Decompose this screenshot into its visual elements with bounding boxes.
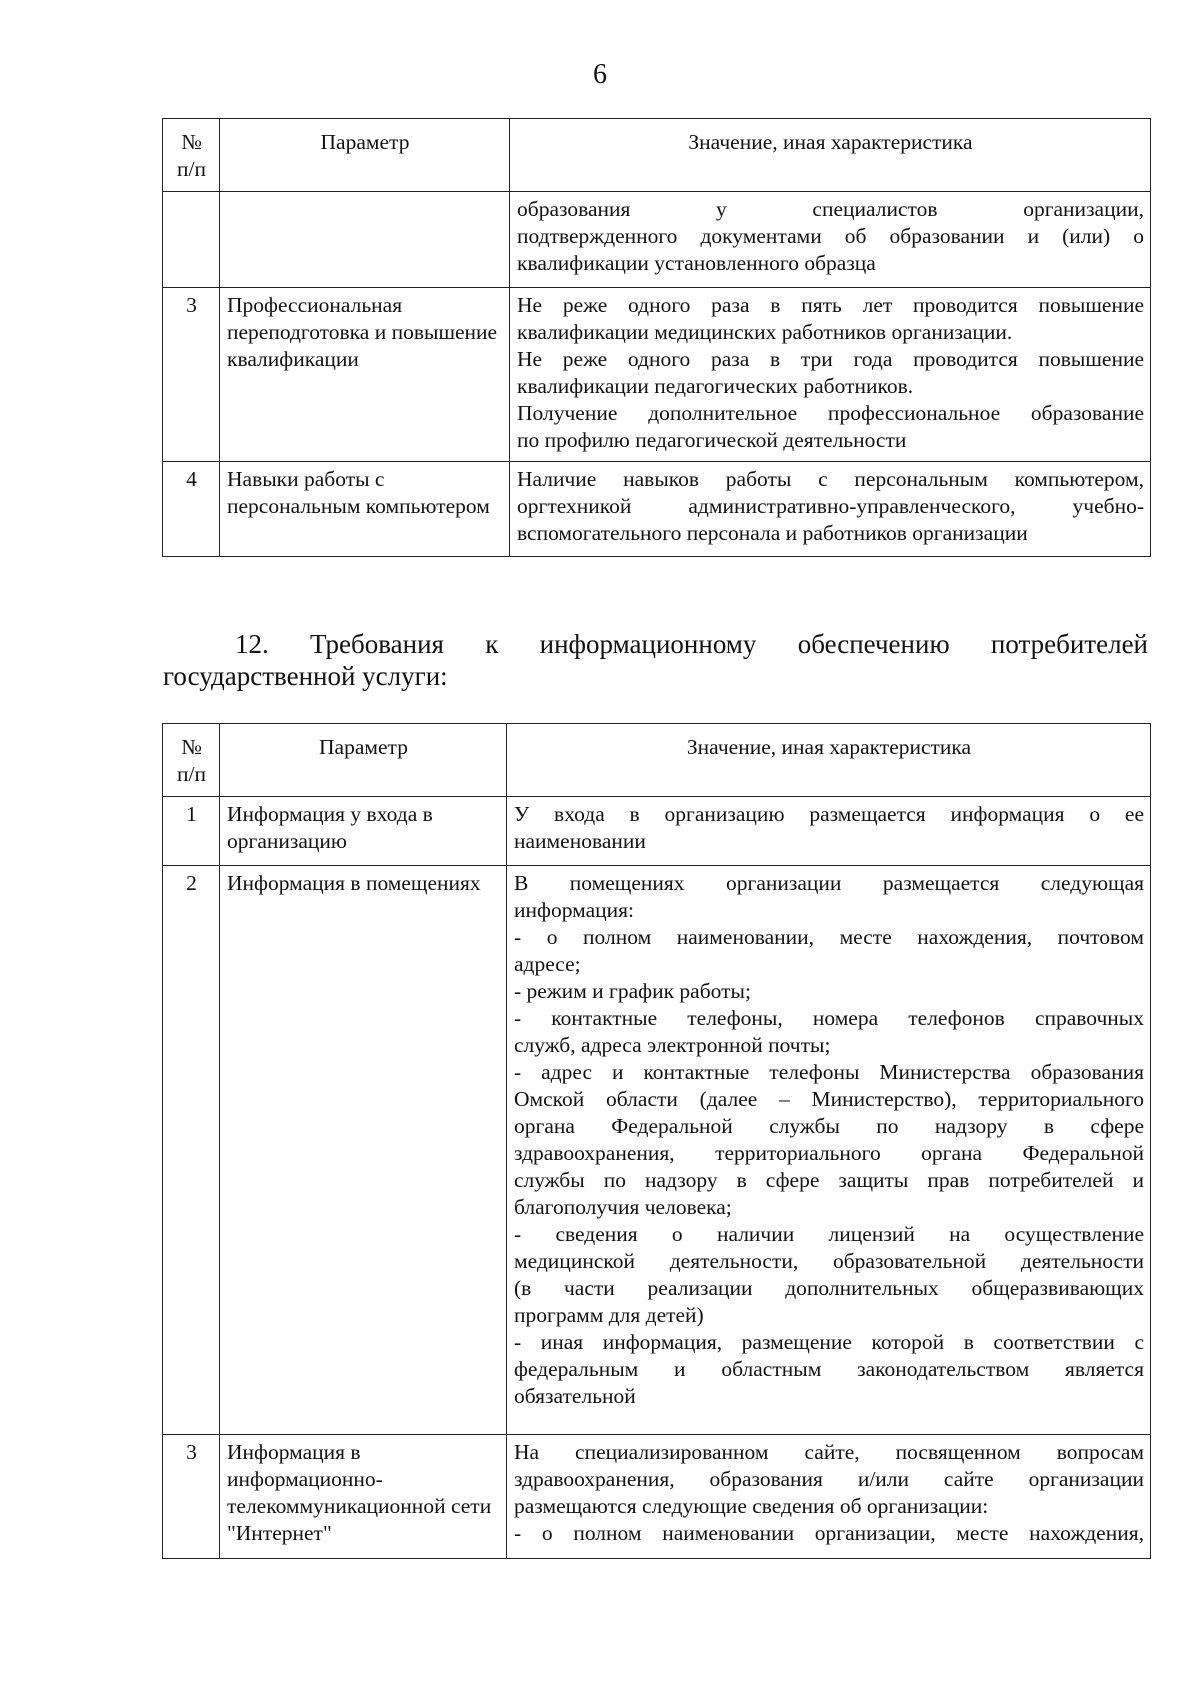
row-value <box>507 866 1151 1435</box>
table-row <box>163 288 1151 462</box>
value-line: федеральным и областным законодательством является <box>514 1357 1144 1381</box>
value-line: информация: <box>514 898 634 922</box>
value-line: по профилю педагогической деятельности <box>517 428 907 452</box>
value-line: службы по надзору в сфере защиты прав потребителей и <box>514 1168 1144 1192</box>
row-value <box>510 462 1151 557</box>
table-row <box>163 1435 1151 1559</box>
value-line: - режим и график работы; <box>514 979 751 1003</box>
value-line: подтвержденного документами об образовании и (или) о <box>517 224 1144 248</box>
header-parameter: Параметр <box>220 724 507 797</box>
value-line: У входа в организацию размещается информация о ее <box>514 802 1144 826</box>
table-header-row <box>163 119 1151 192</box>
value-line: Получение дополнительное профессиональное образование <box>517 401 1144 425</box>
heading-line: 12. Требования к информационному обеспечению потребителей <box>235 629 1148 659</box>
value-line: оргтехникой административно-управленческого, учебно- <box>517 494 1144 518</box>
table-row <box>163 192 1151 288</box>
value-line: На специализированном сайте, посвященном вопросам <box>514 1440 1144 1464</box>
value-line: образования у специалистов организации, <box>517 197 1144 221</box>
row-number: 1 <box>163 797 220 866</box>
value-line: благополучия человека; <box>514 1195 732 1219</box>
value-line: органа Федеральной службы по надзору в сфере <box>514 1114 1144 1138</box>
value-line: В помещениях организации размещается следующая <box>514 871 1144 895</box>
value-line: здравоохранения, образования и/или сайте организации <box>514 1467 1144 1491</box>
row-parameter <box>220 192 510 288</box>
row-parameter: Информация у входа в организацию <box>220 797 507 866</box>
heading-line: государственной услуги: <box>163 661 448 691</box>
row-number <box>163 192 220 288</box>
value-line: - иная информация, размещение которой в соответствии с <box>514 1330 1144 1354</box>
information-table <box>162 723 1151 1559</box>
value-line: здравоохранения, территориального органа Федеральной <box>514 1141 1144 1165</box>
table-header-row <box>163 724 1151 797</box>
value-line: - контактные телефоны, номера телефонов справочных <box>514 1006 1144 1030</box>
value-line: (в части реализации дополнительных общеразвивающих <box>514 1276 1144 1300</box>
value-line: Не реже одного раза в пять лет проводится повышение <box>517 293 1144 317</box>
value-line: обязательной <box>514 1384 636 1408</box>
header-value: Значение, иная характеристика <box>510 119 1151 192</box>
table-row <box>163 462 1151 557</box>
value-line: квалификации педагогических работников. <box>517 374 914 398</box>
page-number: 6 <box>593 59 607 90</box>
header-number: № п/п <box>163 724 220 797</box>
value-line: - адрес и контактные телефоны Министерства образования <box>514 1060 1144 1084</box>
value-line: программ для детей) <box>514 1303 704 1327</box>
value-line: вспомогательного персонала и работников организации <box>517 521 1028 545</box>
row-number: 4 <box>163 462 220 557</box>
value-line: - о полном наименовании организации, месте нахождения, <box>514 1521 1144 1545</box>
row-value <box>510 192 1151 288</box>
value-line: - о полном наименовании, месте нахождения, почтовом <box>514 925 1144 949</box>
value-line: служб, адреса электронной почты; <box>514 1033 831 1057</box>
value-line: Не реже одного раза в три года проводится повышение <box>517 347 1144 371</box>
header-number: № п/п <box>163 119 220 192</box>
row-parameter: Информация в помещениях <box>220 866 507 1435</box>
row-value <box>507 797 1151 866</box>
row-value <box>510 288 1151 462</box>
row-value <box>507 1435 1151 1559</box>
row-number: 3 <box>163 1435 220 1559</box>
table-row <box>163 797 1151 866</box>
qualification-table <box>162 118 1151 557</box>
value-line: Наличие навыков работы с персональным компьютером, <box>517 467 1144 491</box>
row-parameter: Профессиональная переподготовка и повышение квалификации <box>220 288 510 462</box>
row-number: 2 <box>163 866 220 1435</box>
value-line: квалификации медицинских работников организации. <box>517 320 1013 344</box>
row-parameter: Навыки работы с персональным компьютером <box>220 462 510 557</box>
header-parameter: Параметр <box>220 119 510 192</box>
value-line: наименовании <box>514 829 646 853</box>
value-line: размещаются следующие сведения об организации: <box>514 1494 989 1518</box>
value-line: адресе; <box>514 952 581 976</box>
value-line: медицинской деятельности, образовательной деятельности <box>514 1249 1144 1273</box>
row-number: 3 <box>163 288 220 462</box>
row-parameter: Информация в информационно-телекоммуникационной сети "Интернет" <box>220 1435 507 1559</box>
section-12-heading <box>163 628 1148 692</box>
value-line: - сведения о наличии лицензий на осуществление <box>514 1222 1144 1246</box>
header-value: Значение, иная характеристика <box>507 724 1151 797</box>
value-line: квалификации установленного образца <box>517 251 876 275</box>
value-line: Омской области (далее – Министерство), территориального <box>514 1087 1144 1111</box>
table-row <box>163 866 1151 1435</box>
